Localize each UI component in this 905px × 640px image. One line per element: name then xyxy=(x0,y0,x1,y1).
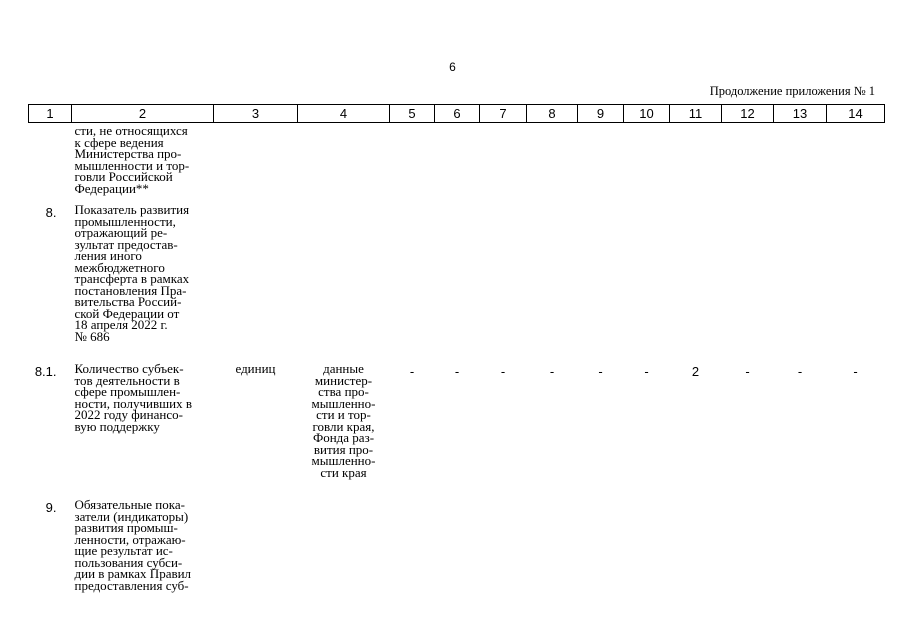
indicator-name: Обязательные пока- затели (индикаторы) развития промыш- ленности, отражаю- щие результат ис- пользования субси- дии в рамках Правил предоставления суб- xyxy=(74,497,192,593)
indicators-table xyxy=(28,104,885,610)
indicator-name: Показатель развития промышленности, отражающий ре- зультат предостав- ления иного межбюджетного трансферта в рамках постановления Пра- вительства Россий- ской Федерации от 18 апреля 2022 г. № 686 xyxy=(74,202,190,344)
value-cell xyxy=(578,499,624,610)
value-cell: - xyxy=(853,364,858,379)
column-header: 4 xyxy=(298,105,390,123)
value-cell xyxy=(527,499,578,610)
value-cell xyxy=(624,204,670,363)
value-cell xyxy=(435,499,480,610)
column-header: 12 xyxy=(722,105,774,123)
value-cell xyxy=(774,499,827,610)
value-cell xyxy=(435,123,480,205)
value-cell xyxy=(722,204,774,363)
value-cell xyxy=(827,123,885,205)
value-cell xyxy=(480,123,527,205)
value-cell: - xyxy=(797,364,803,379)
value-cell xyxy=(624,499,670,610)
row-number: 9. xyxy=(45,500,57,515)
value-cell: 2 xyxy=(691,364,700,379)
source-cell: данные министер- ства про- мышленно- сти и тор- говли края, Фонда раз- вития про- мышленно- сти края xyxy=(311,361,376,480)
column-header: 7 xyxy=(480,105,527,123)
column-header: 1 xyxy=(29,105,72,123)
value-cell xyxy=(390,499,435,610)
column-header: 3 xyxy=(214,105,298,123)
table-row xyxy=(29,123,885,205)
source-cell xyxy=(298,123,390,205)
value-cell xyxy=(722,123,774,205)
table-header-row xyxy=(29,105,885,123)
continuation-label: Продолжение приложения № 1 xyxy=(709,84,875,98)
value-cell xyxy=(827,499,885,610)
table-row xyxy=(29,204,885,363)
value-cell xyxy=(670,123,722,205)
page-number: 6 xyxy=(449,60,456,74)
value-cell xyxy=(722,499,774,610)
row-number: 8. xyxy=(45,205,57,220)
column-header: 2 xyxy=(72,105,214,123)
value-cell: - xyxy=(598,364,603,379)
column-header: 10 xyxy=(624,105,670,123)
table-row xyxy=(29,499,885,610)
value-cell xyxy=(670,499,722,610)
value-cell xyxy=(624,123,670,205)
column-header: 6 xyxy=(435,105,480,123)
row-number xyxy=(29,123,72,205)
source-cell xyxy=(298,204,390,363)
column-header: 8 xyxy=(527,105,578,123)
value-cell xyxy=(390,204,435,363)
value-cell xyxy=(774,123,827,205)
column-header: 13 xyxy=(774,105,827,123)
value-cell: - xyxy=(549,364,555,379)
indicator-name: Количество субъек- тов деятельности в сфере промышлен- ности, получивших в 2022 году финансо- вую поддержку xyxy=(74,361,192,434)
value-cell: - xyxy=(454,364,460,379)
value-cell: - xyxy=(500,364,506,379)
value-cell xyxy=(670,204,722,363)
indicator-name: сти, не относящихся к сфере ведения Министерства про- мышленности и тор- говли Российской Федерации** xyxy=(74,123,190,196)
column-header: 11 xyxy=(670,105,722,123)
unit-cell: единиц xyxy=(235,361,276,376)
value-cell xyxy=(480,204,527,363)
value-cell xyxy=(390,123,435,205)
value-cell: - xyxy=(644,364,649,379)
value-cell xyxy=(827,204,885,363)
value-cell xyxy=(435,204,480,363)
value-cell: - xyxy=(409,364,415,379)
value-cell xyxy=(480,499,527,610)
unit-cell xyxy=(214,204,298,363)
value-cell xyxy=(578,204,624,363)
value-cell xyxy=(578,123,624,205)
value-cell: - xyxy=(745,364,750,379)
column-header: 9 xyxy=(578,105,624,123)
row-number: 8.1. xyxy=(34,364,57,379)
value-cell xyxy=(527,204,578,363)
unit-cell xyxy=(214,123,298,205)
source-cell xyxy=(298,499,390,610)
column-header: 14 xyxy=(827,105,885,123)
value-cell xyxy=(774,204,827,363)
value-cell xyxy=(527,123,578,205)
table-row xyxy=(29,363,885,499)
column-header: 5 xyxy=(390,105,435,123)
unit-cell xyxy=(214,499,298,610)
